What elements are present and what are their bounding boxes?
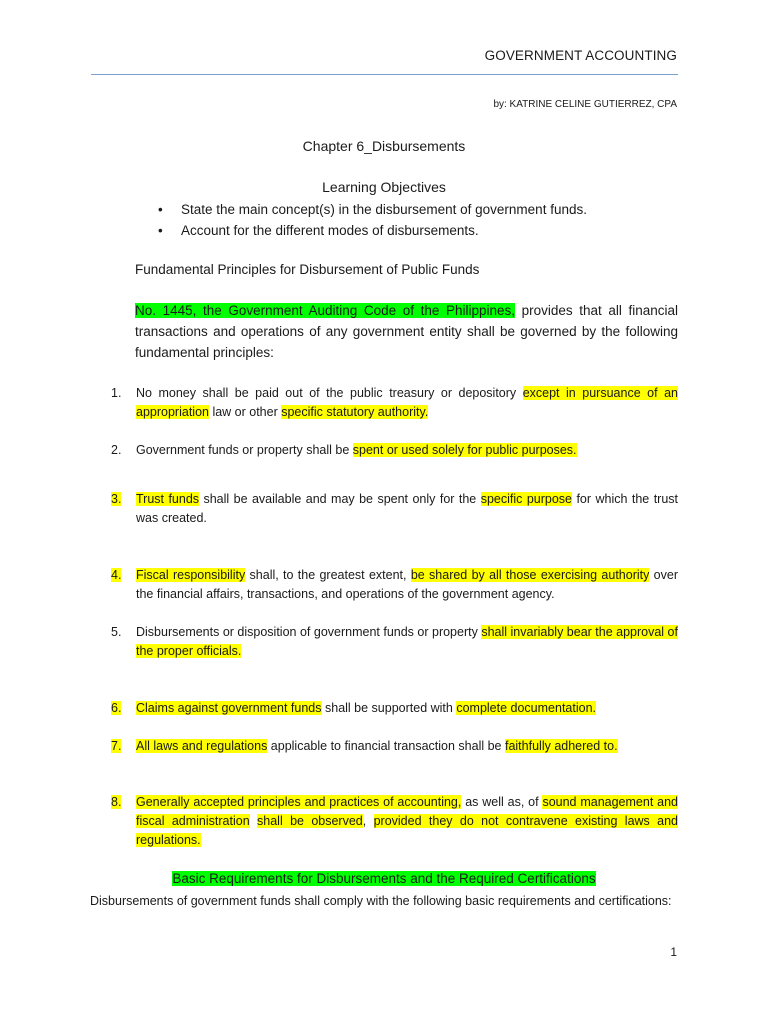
principle-text — [136, 441, 678, 460]
text-run: Disbursements or disposition of government funds or property — [136, 625, 482, 639]
principle-item — [111, 623, 678, 661]
highlighted-phrase: spent or used solely for public purposes. — [352, 443, 577, 457]
highlighted-phrase: complete documentation. — [456, 701, 596, 715]
principle-text — [136, 737, 678, 756]
basic-requirements-title-text: Basic Requirements for Disbursements and the Required Certifications — [172, 871, 596, 886]
learning-objectives-title: Learning Objectives — [322, 179, 446, 195]
principle-number: 3. — [111, 492, 122, 506]
highlighted-phrase: Fiscal responsibility — [136, 568, 246, 582]
page-number: 1 — [670, 945, 677, 959]
text-run: for which the trust was created. — [136, 492, 678, 525]
principle-text — [136, 490, 678, 528]
text-run: shall be supported with — [321, 701, 457, 715]
fundamental-principles-title: Fundamental Principles for Disbursement of Public Funds — [135, 262, 480, 277]
highlighted-phrase: shall invariably bear the approval of the proper officials. — [136, 625, 678, 658]
text-run: Government funds or property shall be — [136, 443, 353, 457]
text-run: over the financial affairs, transactions, and operations of the government agency. — [136, 568, 678, 601]
text-run: shall, to the greatest extent, — [245, 568, 411, 582]
principle-item — [111, 490, 678, 528]
highlighted-phrase: Generally accepted principles and practices of accounting, — [136, 795, 462, 809]
principle-item — [111, 384, 678, 422]
highlighted-phrase: faithfully adhered to. — [504, 739, 618, 753]
principle-item — [111, 699, 678, 718]
highlighted-phrase: Trust funds — [136, 492, 200, 506]
text-run: , — [362, 814, 374, 828]
chapter-title: Chapter 6_Disbursements — [302, 138, 466, 154]
principle-text — [136, 384, 678, 422]
principle-number: 8. — [111, 795, 122, 809]
header-title: GOVERNMENT ACCOUNTING — [484, 48, 677, 63]
text-run: No money shall be paid out of the public treasury or depository — [136, 386, 523, 400]
principle-number: 5. — [111, 625, 122, 639]
principle-item — [111, 793, 678, 850]
basic-requirements-body: Disbursements of government funds shall comply with the following basic requirements and certifications: — [90, 894, 672, 908]
principle-number: 7. — [111, 739, 122, 753]
principle-item — [111, 441, 678, 460]
text-run: as well as, of — [461, 795, 543, 809]
text-run: law or other — [208, 405, 282, 419]
principle-item — [111, 737, 678, 756]
highlighted-phrase: Claims against government funds — [136, 701, 322, 715]
principle-text — [136, 699, 678, 718]
highlighted-phrase: except in pursuance of an appropriation — [136, 386, 678, 419]
principle-text — [136, 793, 678, 850]
intro-text: provides that all financial transactions and operations of any government entity shall be governed by the following fundamental principles: — [135, 303, 678, 360]
text-run — [250, 814, 257, 828]
learning-objectives-list — [158, 199, 678, 241]
principle-number: 1. — [111, 386, 122, 400]
principle-number: 2. — [111, 443, 122, 457]
highlighted-phrase: specific statutory authority. — [281, 405, 429, 419]
highlighted-phrase: sound management and fiscal administration — [136, 795, 679, 828]
principle-item — [111, 566, 678, 604]
highlighted-phrase: provided they do not contravene existing laws and regulations. — [136, 814, 679, 847]
text-run: applicable to financial transaction shall be — [267, 739, 505, 753]
objective-item: • State the main concept(s) in the disbursement of government funds. — [158, 199, 678, 220]
basic-requirements-title — [0, 871, 768, 886]
principle-text — [136, 566, 678, 604]
highlighted-phrase: All laws and regulations — [136, 739, 268, 753]
principles-intro — [135, 300, 678, 363]
author-byline: by: KATRINE CELINE GUTIERREZ, CPA — [493, 99, 677, 110]
intro-highlight: No. 1445, the Government Auditing Code of the Philippines, — [135, 303, 516, 318]
highlighted-phrase: specific purpose — [480, 492, 572, 506]
header-divider — [91, 74, 678, 75]
text-run: shall be available and may be spent only for the — [199, 492, 481, 506]
highlighted-phrase: shall be observed — [257, 814, 363, 828]
principle-number: 4. — [111, 568, 122, 582]
highlighted-phrase: be shared by all those exercising authority — [410, 568, 650, 582]
principle-text — [136, 623, 678, 661]
objective-item: • Account for the different modes of disbursements. — [158, 220, 678, 241]
principle-number: 6. — [111, 701, 122, 715]
